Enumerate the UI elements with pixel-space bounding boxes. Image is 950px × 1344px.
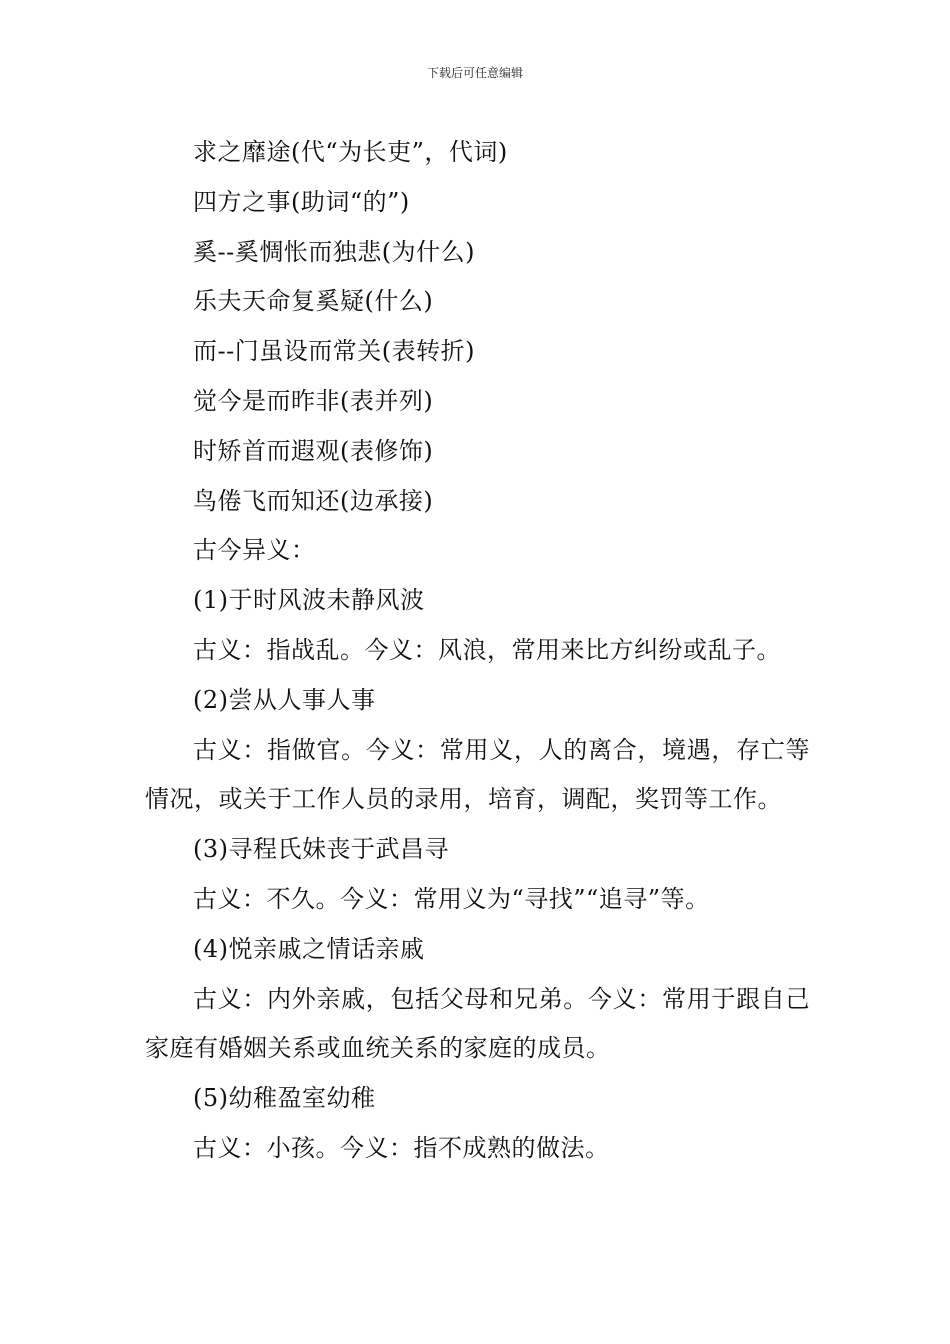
paragraph: (1)于时风波未静风波 [193,586,425,615]
paragraph: 时矫首而遐观(表修饰) [193,436,434,465]
paragraph: 觉今是而昨非(表并列) [193,386,434,415]
paragraph: (4)悦亲戚之情话亲戚 [193,934,425,963]
paragraph: 乐夫天命复奚疑(什么) [193,287,434,316]
paragraph: (3)寻程氏妹丧于武昌寻 [193,835,449,864]
paragraph: 而--门虽设而常关(表转折) [193,337,475,366]
section-heading: 古今异义： [193,536,316,565]
document-body [145,128,810,1174]
paragraph: 古义：不久。今义：常用义为“寻找”“追寻”等。 [193,884,710,913]
paragraph: 鸟倦飞而知还(边承接) [193,486,434,515]
paragraph: 古义：指做官。今义：常用义，人的离合，境遇，存亡等情况，或关于工作人员的录用，培育，调配，奖罚等工作。 [145,735,810,814]
paragraph: 古义：小孩。今义：指不成熟的做法。 [193,1133,610,1162]
paragraph: 求之靡途(代“为长吏”，代词) [193,138,508,166]
paragraph: (2)尝从人事人事 [193,685,376,714]
paragraph: 古义：内外亲戚，包括父母和兄弟。今义：常用于跟自己家庭有婚姻关系或血统关系的家庭的成员。 [145,984,810,1063]
page-header: 下载后可任意编辑 [426,66,523,80]
paragraph: (5)幼稚盈室幼稚 [193,1084,376,1113]
paragraph: 四方之事(助词“的”) [193,187,410,216]
paragraph: 古义：指战乱。今义：风浪，常用来比方纠纷或乱子。 [193,635,781,664]
paragraph: 奚--奚惆怅而独悲(为什么) [193,237,475,266]
